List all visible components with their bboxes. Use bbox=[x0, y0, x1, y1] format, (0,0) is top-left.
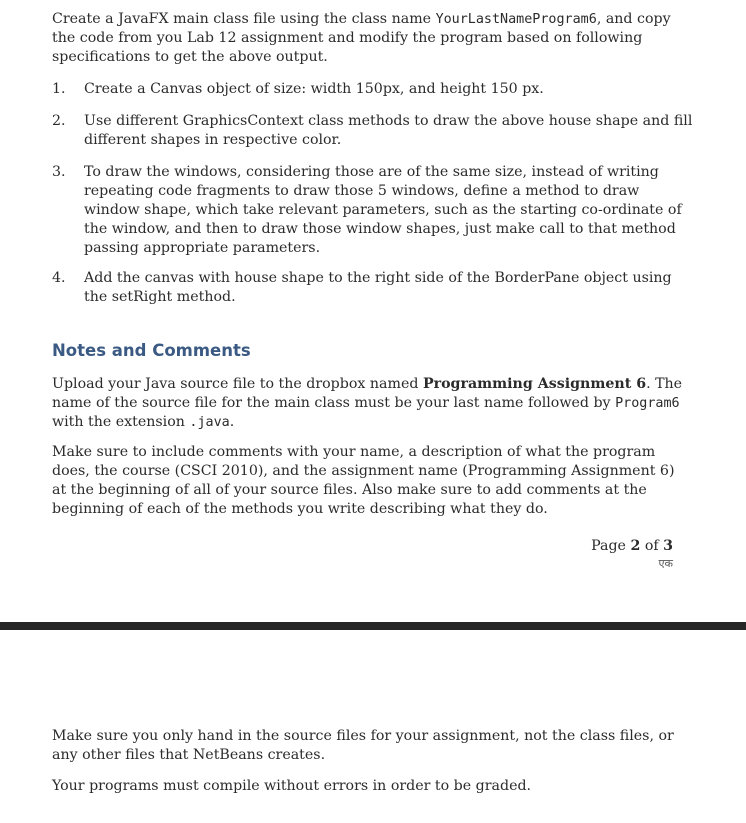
page-separator bbox=[0, 622, 746, 630]
step-3 bbox=[52, 163, 692, 258]
page3-paragraph-2: Your programs must compile without errors in order to be graded. bbox=[52, 778, 532, 794]
step-number: 1. bbox=[52, 81, 66, 97]
document-page-3 bbox=[0, 630, 746, 823]
class-name-code: YourLastNameProgram6 bbox=[435, 12, 597, 27]
step-text: Use different GraphicsContext class methods to draw the above house shape and fill different shapes in respective color. bbox=[84, 113, 693, 148]
notes-p1-middle2: with the extension bbox=[52, 414, 190, 430]
intro-text-before: Create a JavaFX main class file using the class name bbox=[52, 11, 436, 27]
notes-p1-middle: . The name of the source file for the main class must be your last name followed by bbox=[52, 376, 683, 411]
step-number: 2. bbox=[52, 113, 66, 129]
notes-paragraph-1 bbox=[52, 375, 692, 432]
step-text: Create a Canvas object of size: width 150px, and height 150 px. bbox=[84, 81, 544, 97]
step-number: 4. bbox=[52, 270, 66, 286]
page-word: Page bbox=[591, 538, 631, 554]
intro-paragraph bbox=[52, 10, 692, 67]
dropbox-name: Programming Assignment 6 bbox=[422, 376, 647, 392]
program6-code: Program6 bbox=[615, 396, 680, 411]
notes-p1-end: . bbox=[229, 414, 235, 430]
step-text: Add the canvas with house shape to the right side of the BorderPane object using the setRight method. bbox=[84, 270, 672, 305]
step-4 bbox=[52, 269, 692, 307]
step-number: 3. bbox=[52, 164, 66, 180]
notes-heading: Notes and Comments bbox=[52, 341, 251, 360]
page-mark: एक bbox=[658, 557, 673, 570]
page-of: of bbox=[640, 538, 664, 554]
page-current: 2 bbox=[630, 538, 641, 554]
step-1 bbox=[52, 80, 692, 99]
intro-text-after: , and copy the code from you Lab 12 assignment and modify the program based on following specifications to get the above output. bbox=[52, 11, 671, 65]
step-text: To draw the windows, considering those are of the same size, instead of writing repeating code fragments to draw those 5 windows, define a method to draw window shape, which take relevant parameters, such as the starting co-ordinate of the window, and then to draw those window shapes, just make call to that method passing appropriate parameters. bbox=[84, 164, 682, 256]
page3-paragraph-1: Make sure you only hand in the source files for your assignment, not the class files, or any other files that NetBeans creates. bbox=[52, 728, 674, 763]
step-2 bbox=[52, 112, 692, 150]
java-extension-code: .java bbox=[189, 415, 230, 430]
notes-p1-before: Upload your Java source file to the dropbox named bbox=[52, 376, 423, 392]
notes-paragraph-2: Make sure to include comments with your name, a description of what the program does, the course (CSCI 2010), and the assignment name (Programming Assignment 6) at the beginning of all of your source files. Also make sure to add comments at the beginning of each of the methods you write describing what they do. bbox=[52, 444, 675, 517]
page-total: 3 bbox=[663, 538, 673, 554]
page-number bbox=[591, 538, 673, 554]
